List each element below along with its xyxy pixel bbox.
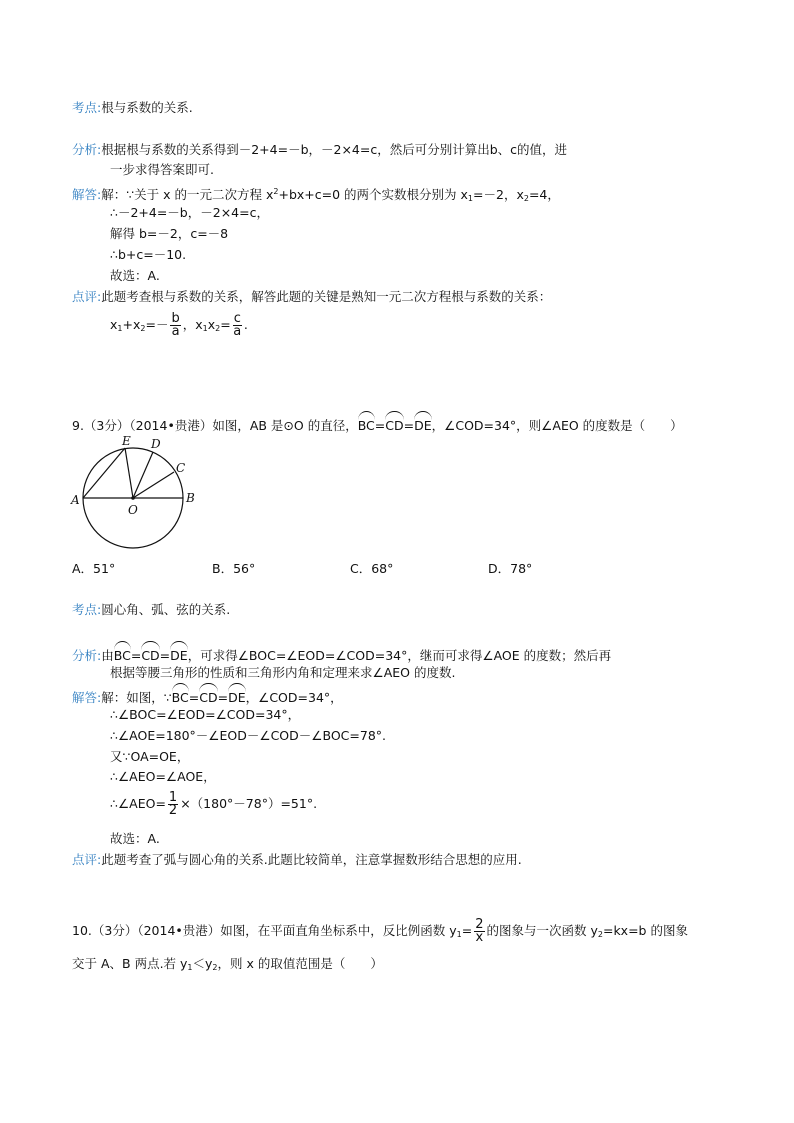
q9-jieda-label: 解答: [72,690,102,705]
q9-jieda-line6-b: ×（180°－78°）=51°. [180,796,318,811]
q10-stem [72,916,688,950]
fraction-numerator: 2 [475,917,484,932]
q8-kaodian-text: 根与系数的关系. [101,100,193,115]
q9-jieda-line1-b: ，∠COD=34°， [245,690,343,705]
q8-dianping-text: 此题考查根与系数的关系，解答此题的关键是熟知一元二次方程根与系数的关系： [101,289,552,304]
arc-cd: CD [199,686,217,707]
q9-fenxi-row [72,644,611,665]
q8-fenxi-line2: 一步求得答案即可. [110,162,214,177]
fraction-denominator: a [233,324,242,339]
arc-de: DE [170,644,188,665]
label-a: A [71,493,80,507]
q10-stem-b: = [461,923,473,938]
q8-jieda-line2: ∴－2+4=－b，－2×4=c， [110,205,269,220]
q9-dianping-text: 此题考查了弧与圆心角的关系.此题比较简单，注意掌握数形结合思想的应用. [101,852,522,867]
formula-part: = [220,317,231,332]
fraction-denominator: a [171,324,180,339]
q9-jieda-line6-a: ∴∠AEO= [110,796,166,811]
equals: = [130,648,142,663]
q10-line2-b: ＜y [192,956,213,971]
arc-cd: CD [385,414,403,435]
formula-part: =－ [145,317,169,332]
formula-sub: 1 [117,324,123,333]
q9-dianping-label: 点评: [72,852,102,867]
arc-de: DE [414,414,432,435]
q9-option-d[interactable]: D．78° [488,561,533,576]
q8-jieda-line1-c: =－2，x [473,187,524,202]
fraction-denominator: x [475,930,484,945]
fraction-one-half [168,792,178,817]
equals: = [403,418,415,433]
q9-jieda-line5: ∴∠AEO=∠AOE， [110,769,216,784]
q9-fenxi-line2: 根据等腰三角形的性质和三角形内角和定理来求∠AEO 的度数. [110,665,456,680]
fraction-denominator: 2 [168,803,178,818]
fraction-2-over-x [474,919,484,944]
q9-jieda-line1-a: 解：如图，∵ [101,690,172,705]
fraction-numerator: b [171,311,180,326]
q10-line2-a: 交于 A、B 两点.若 y [72,956,188,971]
q10-stem-line2 [72,955,383,977]
formula-part: . [243,317,248,332]
fraction-numerator: 1 [168,790,178,805]
formula-part: x [110,317,118,332]
q9-jieda-line6 [110,789,317,819]
equals: = [217,690,229,705]
q9-jieda-row [72,686,343,707]
arc-bc: BC [114,644,131,665]
fraction-numerator: c [233,311,241,326]
q9-option-b[interactable]: B．56° [212,561,256,576]
formula-sub: 2 [215,324,221,333]
q8-jieda-line4: ∴b+c=－10. [110,247,187,262]
q10-sub: 1 [187,963,193,972]
q9-option-a[interactable]: A．51° [72,561,116,576]
q8-fenxi-label: 分析: [72,142,102,157]
q9-stem-a: 9.（3分）（2014•贵港）如图，AB 是⊙O 的直径， [72,418,358,433]
q8-kaodian-row [72,99,193,117]
formula-part: +x [122,317,141,332]
q8-dianping-label: 点评: [72,289,102,304]
q9-fenxi-a: 由 [101,648,114,663]
q9-fenxi-label: 分析: [72,648,102,663]
q8-fenxi-line1: 根据根与系数的关系得到－2+4=－b，－2×4=c，然后可分别计算出b、c的值，进 [101,142,568,157]
label-c: C [176,461,186,475]
q8-jieda-label: 解答: [72,187,102,202]
q8-jieda-line1-d: =4， [528,187,560,202]
arc-cd: CD [141,644,159,665]
label-e: E [122,434,131,448]
equals: = [374,418,386,433]
formula-sub: 1 [202,324,208,333]
q10-stem-c: 的图象与一次函数 y [486,923,598,938]
q8-jieda-line5: 故选：A. [110,268,160,283]
q9-kaodian-row [72,601,230,619]
q8-dianping-row [72,288,551,306]
label-b: B [186,491,195,505]
q9-jieda-line3: ∴∠AOE=180°－∠EOD－∠COD－∠BOC=78°. [110,728,387,743]
q8-jieda-line1-a: 解：∵关于 x 的一元二次方程 x [101,187,274,202]
q8-sup: 2 [273,187,279,196]
q9-dianping-row [72,851,522,869]
equals: = [159,648,171,663]
q10-sub: 1 [456,930,462,939]
q9-jieda-line2: ∴∠BOC=∠EOD=∠COD=34°， [110,707,301,722]
formula-part: ，x [182,317,203,332]
equals: = [188,690,200,705]
label-d: D [151,437,161,451]
q10-stem-d: =kx=b 的图象 [602,923,688,938]
q8-jieda-line3: 解得 b=－2，c=－8 [110,226,229,241]
q9-option-c[interactable]: C．68° [350,561,394,576]
q9-kaodian-text: 圆心角、弧、弦的关系. [101,602,231,617]
formula-sub: 2 [140,324,146,333]
formula-part: x [207,317,216,332]
arc-bc: BC [358,414,375,435]
q10-sub: 2 [212,963,218,972]
q9-fenxi-b: ，可求得∠BOC=∠EOD=∠COD=34°，继而可求得∠AOE 的度数；然后再 [187,648,612,663]
q8-kaodian-label: 考点: [72,100,102,115]
q9-circle-figure [66,432,202,556]
q9-jieda-line4: 又∵OA=OE， [110,749,190,764]
q9-jieda-line7: 故选：A. [110,831,160,846]
q8-sub: 2 [523,194,529,203]
segment-oe [125,448,133,498]
label-o: O [128,503,138,517]
q8-jieda-line1-b: +bx+c=0 的两个实数根分别为 x [278,187,468,202]
q10-line2-c: ，则 x 的取值范围是（ ） [217,956,383,971]
q9-stem-b: ，∠COD=34°，则∠AEO 的度数是（ ） [431,418,683,433]
arc-bc: BC [172,686,189,707]
q8-sub: 1 [467,194,474,203]
fraction-c-over-a [233,313,242,338]
fraction-b-over-a [170,313,180,338]
q9-kaodian-label: 考点: [72,602,102,617]
q10-stem-a: 10.（3分）（2014•贵港）如图，在平面直角坐标系中，反比例函数 y [72,923,457,938]
arc-de: DE [228,686,246,707]
q8-vieta-formula [110,310,248,344]
center-dot [131,496,135,500]
q8-fenxi-row [72,141,567,159]
q10-sub: 2 [597,930,603,939]
